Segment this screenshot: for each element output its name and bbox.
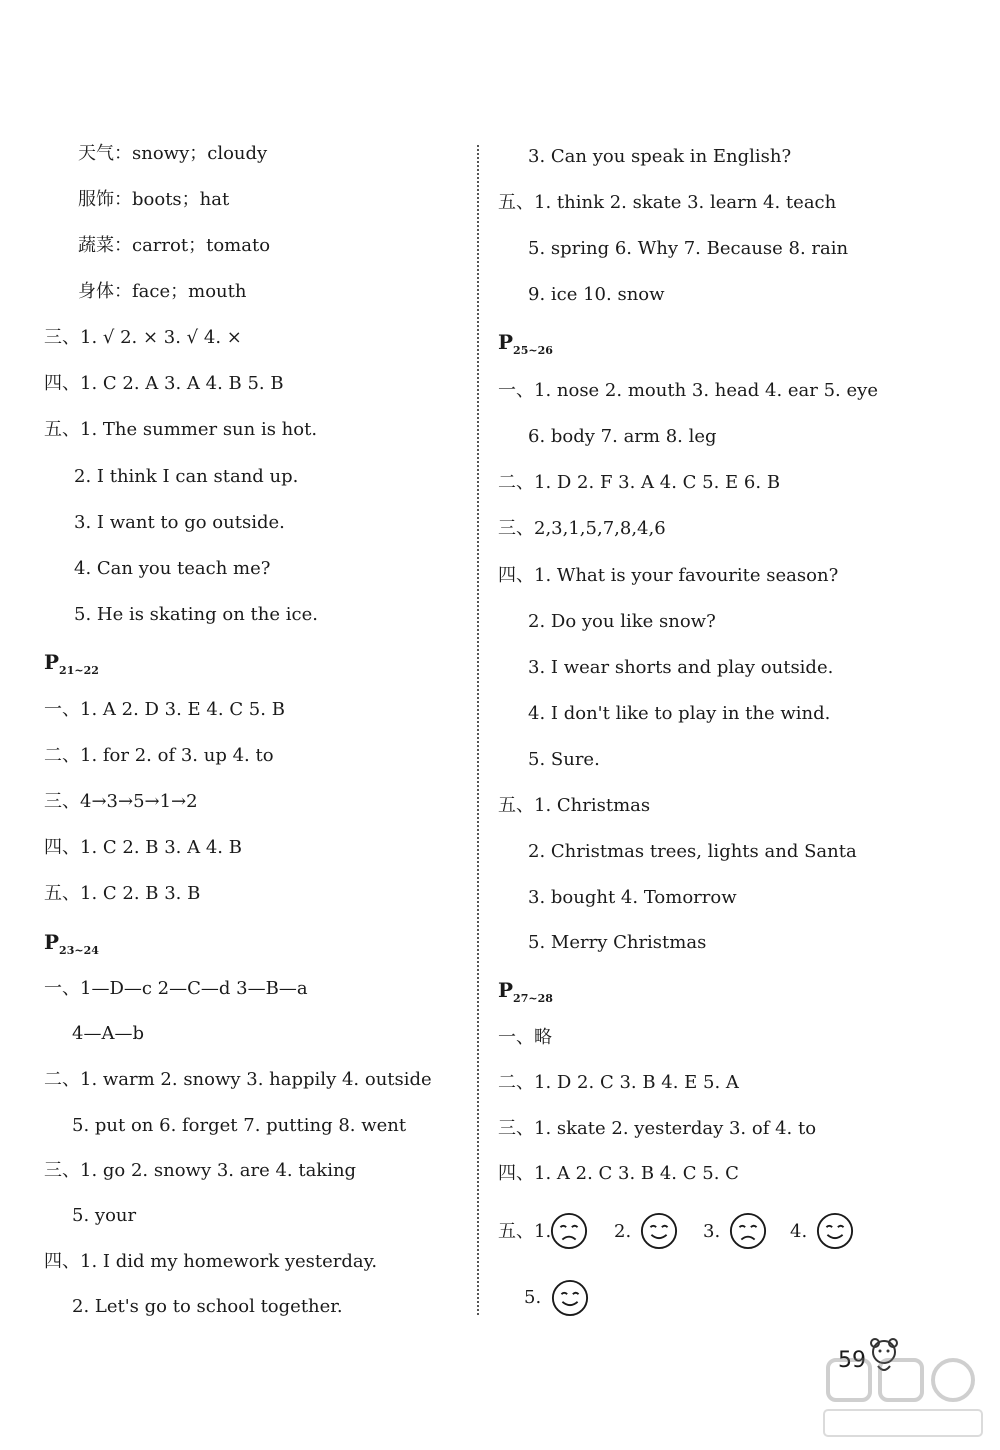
section-5-item-5: 5. He is skating on the ice. — [74, 604, 318, 625]
p23-section-3b: 5. your — [72, 1205, 137, 1226]
section-5-item-1: 五、1. The summer sun is hot. — [44, 419, 318, 440]
p27-section-5-n5: 5. — [524, 1287, 542, 1308]
p25-section-4e: 5. Sure. — [528, 749, 600, 770]
p23-section-4a: 四、1. I did my homework yesterday. — [44, 1251, 378, 1272]
happy-face-icon — [816, 1212, 854, 1250]
page-heading-letter: P — [498, 330, 514, 354]
p25-section-5d: 5. Merry Christmas — [528, 932, 707, 953]
cat-clothing: 服饰：boots；hat — [78, 189, 230, 210]
p25-section-5c: 3. bought 4. Tomorrow — [528, 887, 737, 908]
page-heading-letter: P — [44, 650, 60, 674]
p25-section-2: 二、1. D 2. F 3. A 4. C 5. E 6. B — [498, 472, 781, 493]
section-5-item-2: 2. I think I can stand up. — [74, 466, 299, 487]
happy-face-icon — [640, 1212, 678, 1250]
happy-face-icon — [551, 1279, 589, 1317]
p21-section-2: 二、1. for 2. of 3. up 4. to — [44, 745, 274, 766]
page-heading-23-24 — [44, 930, 99, 957]
p21-section-4: 四、1. C 2. B 3. A 4. B — [44, 837, 242, 858]
p23-section-4b: 2. Let's go to school together. — [72, 1296, 343, 1317]
p23-section-2a: 二、1. warm 2. snowy 3. happily 4. outside — [44, 1069, 432, 1090]
p25-section-5a: 五、1. Christmas — [498, 795, 651, 816]
p21-section-5: 五、1. C 2. B 3. B — [44, 883, 201, 904]
p21-section-3: 三、4→3→5→1→2 — [44, 791, 198, 812]
page-heading-range: 25~26 — [513, 344, 553, 357]
p27-section-4: 四、1. A 2. C 3. B 4. C 5. C — [498, 1163, 739, 1184]
p25-section-4a: 四、1. What is your favourite season? — [498, 565, 839, 586]
page-heading-letter: P — [44, 930, 60, 954]
section-3-answers: 三、1. √ 2. × 3. √ 4. × — [44, 327, 242, 348]
cat-body: 身体：face；mouth — [78, 281, 247, 302]
p27-section-5-n4: 4. — [790, 1221, 808, 1242]
cat-weather: 天气：snowy；cloudy — [78, 143, 268, 164]
p27-section-5-n3: 3. — [703, 1221, 721, 1242]
p21-section-1: 一、1. A 2. D 3. E 4. C 5. B — [44, 699, 285, 720]
page-heading-range: 27~28 — [513, 992, 553, 1005]
r-section-5a: 五、1. think 2. skate 3. learn 4. teach — [498, 192, 837, 213]
page-heading-27-28 — [498, 978, 553, 1005]
p27-section-3: 三、1. skate 2. yesterday 3. of 4. to — [498, 1118, 817, 1139]
p25-section-4d: 4. I don't like to play in the wind. — [528, 703, 831, 724]
page-number: 59 — [838, 1348, 866, 1373]
page-heading-range: 23~24 — [59, 944, 99, 957]
p23-section-2b: 5. put on 6. forget 7. putting 8. went — [72, 1115, 407, 1136]
p27-section-5-n2: 2. — [614, 1221, 632, 1242]
p25-section-4c: 3. I wear shorts and play outside. — [528, 657, 834, 678]
p27-section-2: 二、1. D 2. C 3. B 4. E 5. A — [498, 1072, 739, 1093]
p25-section-5b: 2. Christmas trees, lights and Santa — [528, 841, 857, 862]
sad-face-icon — [550, 1212, 588, 1250]
sad-face-icon — [729, 1212, 767, 1250]
column-divider — [477, 145, 479, 1315]
p25-section-3: 三、2,3,1,5,7,8,4,6 — [498, 518, 666, 539]
p23-section-3a: 三、1. go 2. snowy 3. are 4. taking — [44, 1160, 357, 1181]
p25-section-4b: 2. Do you like snow? — [528, 611, 716, 632]
p27-section-5-label: 五、1. — [498, 1221, 552, 1242]
page-heading-21-22 — [44, 650, 99, 677]
cat-vegetables: 蔬菜：carrot；tomato — [78, 235, 271, 256]
p25-section-1a: 一、1. nose 2. mouth 3. head 4. ear 5. eye — [498, 380, 878, 401]
p23-section-1a: 一、1—D—c 2—C—d 3—B—a — [44, 978, 308, 999]
p25-section-1b: 6. body 7. arm 8. leg — [528, 426, 717, 447]
r-item-3: 3. Can you speak in English? — [528, 146, 792, 167]
page-heading-letter: P — [498, 978, 514, 1002]
page-heading-25-26 — [498, 330, 553, 357]
section-4-answers: 四、1. C 2. A 3. A 4. B 5. B — [44, 373, 284, 394]
p23-section-1b: 4—A—b — [72, 1023, 144, 1044]
r-section-5c: 9. ice 10. snow — [528, 284, 665, 305]
r-section-5b: 5. spring 6. Why 7. Because 8. rain — [528, 238, 849, 259]
section-5-item-4: 4. Can you teach me? — [74, 558, 271, 579]
p27-section-1: 一、略 — [498, 1027, 552, 1048]
watermark-logo-icon — [818, 1352, 988, 1442]
section-5-item-3: 3. I want to go outside. — [74, 512, 285, 533]
page-heading-range: 21~22 — [59, 664, 99, 677]
